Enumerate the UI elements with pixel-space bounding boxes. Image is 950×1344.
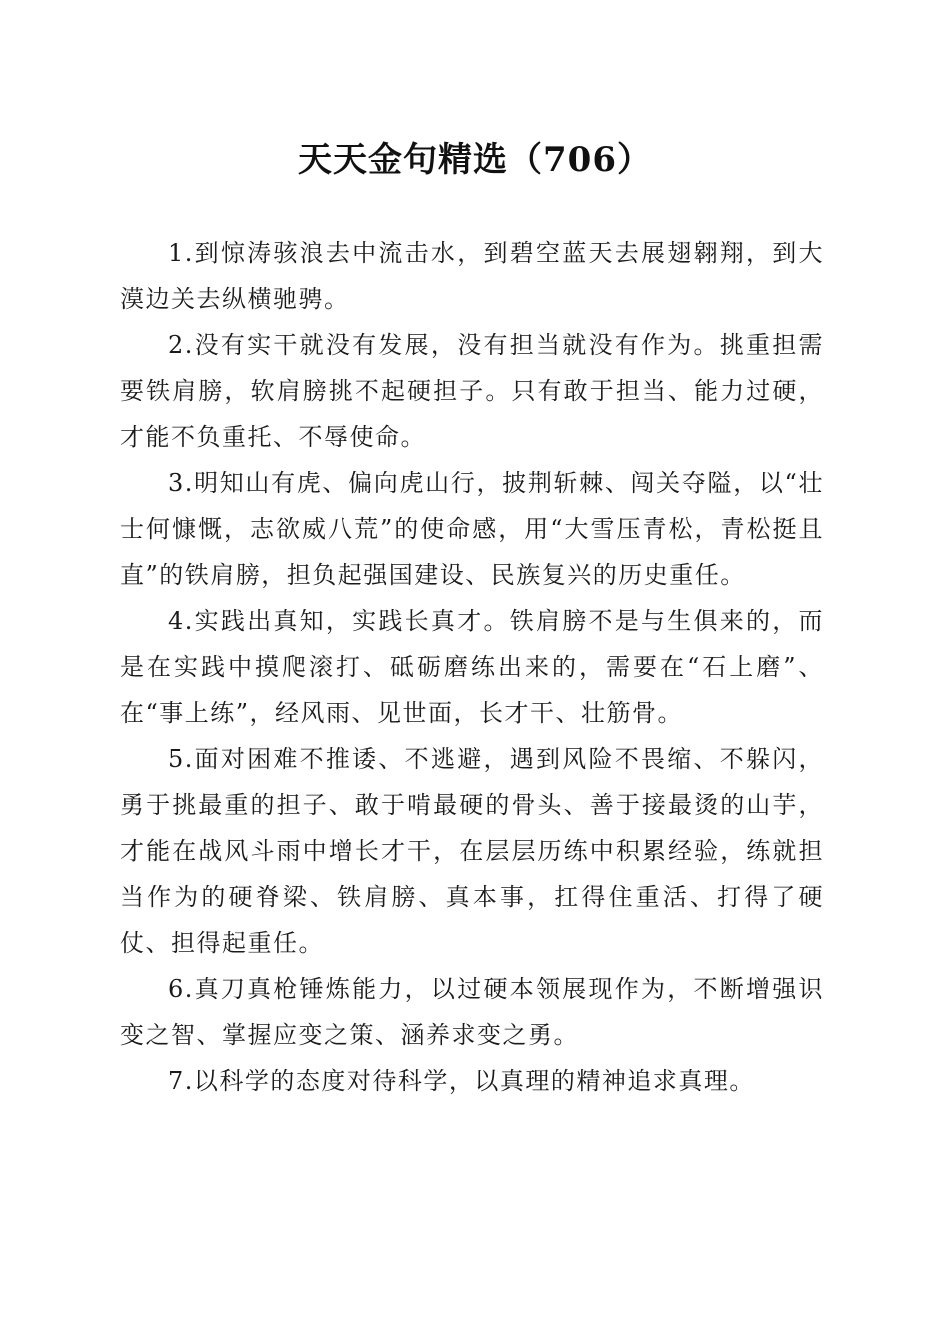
quote-paragraph-3: 3.明知山有虎、偏向虎山行，披荆斩棘、闯关夺隘，以“壮士何慷慨，志欲威八荒”的使命感，用“大雪压青松，青松挺且直”的铁肩膀，担负起强国建设、民族复兴的历史重任。 [120, 469, 824, 589]
quote-paragraph-7: 7.以科学的态度对待科学，以真理的精神追求真理。 [168, 1067, 755, 1095]
document-title: 天天金句精选（706） [298, 140, 652, 180]
quote-paragraph-5: 5.面对困难不推诿、不逃避，遇到风险不畏缩、不躲闪，勇于挑最重的担子、敢于啃最硬的骨头、善于接最烫的山芋，才能在战风斗雨中增长才干，在层层历练中积累经验，练就担当作为的硬脊梁、铁肩膀、真本事，扛得住重活、打得了硬仗、担得起重任。 [120, 745, 824, 957]
quote-paragraph-4: 4.实践出真知，实践长真才。铁肩膀不是与生俱来的，而是在实践中摸爬滚打、砥砺磨练出来的，需要在“石上磨”、在“事上练”，经风雨、见世面，长才干、壮筋骨。 [120, 607, 824, 727]
document-body [120, 230, 824, 1104]
quote-paragraph-1: 1.到惊涛骇浪去中流击水，到碧空蓝天去展翅翱翔，到大漠边关去纵横驰骋。 [120, 239, 824, 313]
quote-paragraph-2: 2.没有实干就没有发展，没有担当就没有作为。挑重担需要铁肩膀，软肩膀挑不起硬担子。只有敢于担当、能力过硬，才能不负重托、不辱使命。 [120, 331, 824, 451]
quote-paragraph-6: 6.真刀真枪锤炼能力，以过硬本领展现作为，不断增强识变之智、掌握应变之策、涵养求变之勇。 [120, 975, 824, 1049]
